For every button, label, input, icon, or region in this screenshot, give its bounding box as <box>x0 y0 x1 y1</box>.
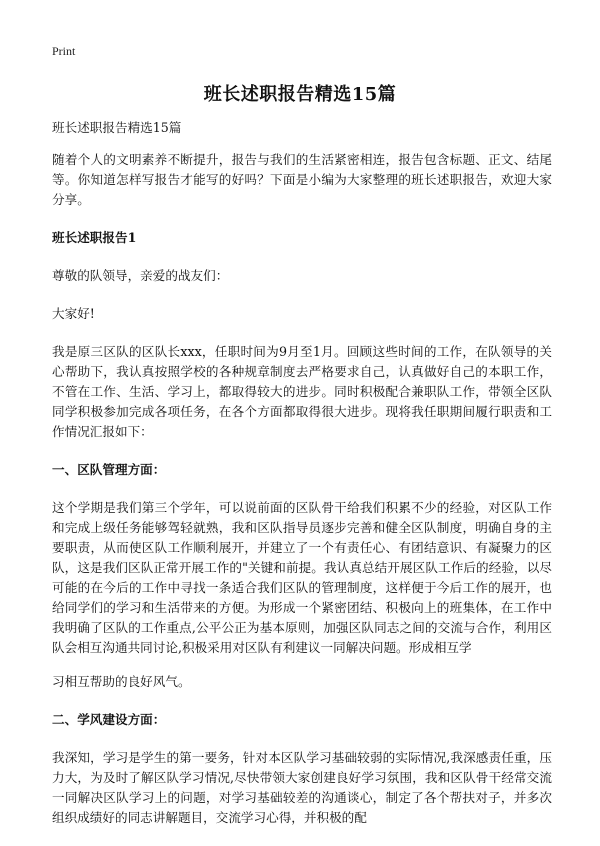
intro-report-paragraph: 我是原三区队的区队长xxx，任职时间为9月至1月。回顾这些时间的工作，在队领导的关心帮助下，我认真按照学校的各种规章制度去严格要求自己，认真做好自己的本职工作，不管在工作、生活、学习上，都取得较大的进步。同时积极配合兼职队工作，带领全区队同学积极参加完成各项任务，在各个方面都取得很大进步。现将我任职期间履行职责和工作情况汇报如下： <box>52 344 552 439</box>
document-title: 班长述职报告精选15篇 <box>203 84 397 105</box>
section-heading: 班长述职报告1 <box>52 230 137 245</box>
study-style-paragraph: 我深知，学习是学生的第一要务，针对本区队学习基础较弱的实际情况,我深感责任重，压力大，为及时了解区队学习情况,尽快带领大家创建良好学习氛围，我和区队骨干经常交流一同解决区队学习上的问题，对学习基础较差的沟通谈心，制定了各个帮扶对子，并多次组织成绩好的同志讲解题目，交流学习心得，并积极的配 <box>52 750 552 825</box>
heading-study-style: 二、学风建设方面： <box>52 712 166 727</box>
heading-management: 一、区队管理方面： <box>52 462 166 477</box>
intro-paragraph: 随着个人的文明素养不断提升，报告与我们的生活紧密相连，报告包含标题、正文、结尾等。你知道怎样写报告才能写的好吗？下面是小编为大家整理的班长述职报告，欢迎大家分享。 <box>52 152 552 207</box>
management-paragraph: 这个学期是我们第三个学年，可以说前面的区队骨干给我们积累不少的经验，对区队工作和完成上级任务能够驾轻就熟，我和区队指导员逐步完善和健全区队制度，明确自身的主要职责，从而使区队工作顺利展开，并建立了一个有责任心、有团结意识、有凝聚力的区队，这是我们区队正常开展工作的"关键和前提。我认真总结开展区队工作后的经验，以尽可能的在今后的工作中寻找一条适合我们区队的管理制度，这样便于今后工作的展开，也给同学们的学习和生活带来的方便。为形成一个紧密团结、积极向上的班集体，在工作中我明确了区队的工作重点,公平公正为基本原则，加强区队同志之间的交流与合作，利用区队会相互沟通共同讨论,积极采用对区队有利建议一同解决问题。形成相互学 <box>52 500 552 655</box>
greeting: 大家好! <box>52 306 95 321</box>
document-body <box>52 118 552 846</box>
salutation: 尊敬的队领导，亲爱的战友们： <box>52 268 229 283</box>
management-paragraph-continued: 习相互帮助的良好风气。 <box>52 674 191 689</box>
document-subtitle: 班长述职报告精选15篇 <box>52 120 182 135</box>
print-link[interactable]: Print <box>52 44 76 58</box>
